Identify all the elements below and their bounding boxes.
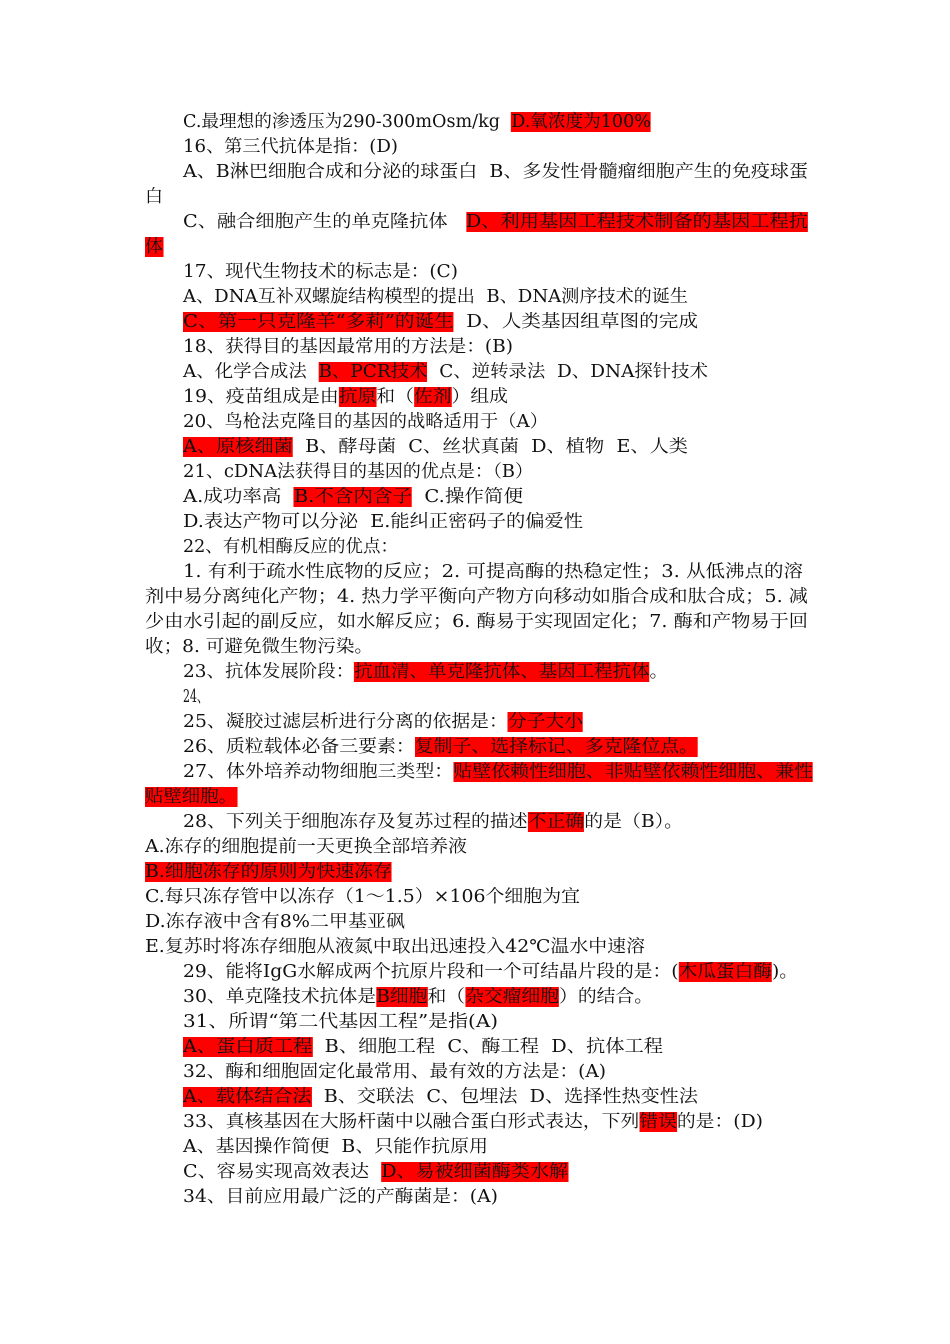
text-line: [145, 235, 163, 259]
text-line: [183, 1160, 568, 1184]
text-line: [183, 985, 653, 1009]
highlighted-answer: 分子大小: [507, 712, 583, 732]
text-line: [183, 335, 513, 359]
text-line: [183, 385, 508, 409]
text-line: [183, 535, 398, 559]
text-segment: ）组成: [451, 387, 508, 407]
text-segment: 20、鸟枪法克隆目的基因的战略适用于（A）: [183, 412, 548, 432]
text-segment: B、细胞工程 C、酶工程 D、抗体工程: [312, 1037, 663, 1057]
highlighted-answer: D、易被细菌酶类水解: [381, 1162, 568, 1182]
text-line: [145, 910, 405, 934]
highlighted-answer: A、蛋白质工程: [183, 1037, 313, 1057]
text-segment: 16、第三代抗体是指：(D): [183, 137, 398, 157]
text-line: [183, 410, 548, 434]
text-segment: A、基因操作简便 B、只能作抗原用: [183, 1137, 488, 1157]
text-line: [183, 1185, 498, 1209]
text-segment: 22、有机相酶反应的优点：: [183, 537, 398, 557]
highlighted-answer: 贴壁依赖性细胞、非贴壁依赖性细胞、兼性: [453, 762, 813, 782]
text-line: [183, 260, 458, 284]
highlighted-answer: 错误: [639, 1112, 677, 1132]
text-segment: 27、体外培养动物细胞三类型：: [183, 762, 454, 782]
text-line: [145, 610, 808, 634]
highlighted-answer: D、利用基因工程技术制备的基因工程抗: [465, 212, 809, 232]
text-line: [145, 185, 163, 209]
text-line: [183, 160, 808, 184]
text-line: [183, 685, 223, 709]
highlighted-answer: 体: [145, 237, 163, 257]
text-line: [145, 935, 645, 959]
text-segment: 25、凝胶过滤层析进行分离的依据是：: [183, 712, 508, 732]
text-line: [183, 660, 668, 684]
text-segment: A、化学合成法: [183, 362, 319, 382]
text-segment: 少由水引起的副反应，如水解反应；6. 酶易于实现固定化；7. 酶和产物易于回: [145, 612, 808, 632]
text-line: [183, 460, 533, 484]
text-segment: A.冻存的细胞提前一天更换全部培养液: [145, 837, 467, 857]
text-segment: B、交联法 C、包埋法 D、选择性热变性法: [311, 1087, 698, 1107]
text-line: [183, 735, 698, 759]
text-line: [183, 485, 523, 509]
highlighted-answer: 复制子、选择标记、多克隆位点。: [414, 737, 698, 757]
text-segment: 和（: [427, 987, 466, 1007]
highlighted-answer: 木瓜蛋白酶: [678, 962, 773, 982]
text-segment: 34、目前应用最广泛的产酶菌是：(A): [183, 1187, 498, 1207]
text-segment: ）的结合。: [559, 987, 653, 1007]
text-line: [183, 1060, 606, 1084]
text-line: [145, 785, 237, 809]
text-segment: 18、获得目的基因最常用的方法是：(B): [183, 337, 513, 357]
text-segment: A、B淋巴细胞合成和分泌的球蛋白 B、多发性骨髓瘤细胞产生的免疫球蛋: [183, 162, 808, 182]
highlighted-answer: 佐剂: [413, 387, 452, 407]
text-line: [183, 960, 798, 984]
text-segment: 23、抗体发展阶段：: [183, 662, 355, 682]
text-line: [145, 860, 392, 884]
text-segment: C.最理想的渗透压为290-300mOsm/kg: [183, 112, 512, 132]
text-line: [145, 585, 808, 609]
text-segment: E.复苏时将冻存细胞从液氮中取出迅速投入42℃温水中速溶: [145, 937, 645, 957]
text-line: [183, 810, 683, 834]
text-line: [183, 510, 583, 534]
text-segment: 26、质粒载体必备三要素：: [183, 737, 415, 757]
text-line: [183, 1110, 763, 1134]
text-segment: 21、cDNA法获得目的基因的优点是：（B）: [183, 462, 533, 482]
highlighted-answer: A、载体结合法: [183, 1087, 312, 1107]
text-line: [183, 760, 813, 784]
text-segment: 19、疫苗组成是由: [183, 387, 339, 407]
text-line: [183, 1010, 498, 1034]
text-line: [183, 360, 708, 384]
text-segment: 的是（B）。: [584, 812, 683, 832]
text-segment: 30、单克隆技术抗体是: [183, 987, 377, 1007]
text-segment: 。: [649, 662, 668, 682]
highlighted-answer: C、第一只克隆羊“多莉”的诞生: [183, 312, 454, 332]
text-segment: 的是：(D): [676, 1112, 763, 1132]
text-line: [183, 135, 398, 159]
highlighted-answer: A、原核细菌: [183, 437, 293, 457]
text-segment: C.每只冻存管中以冻存（1～1.5）×106个细胞为宜: [145, 887, 580, 907]
highlighted-answer: 贴壁细胞。: [145, 787, 237, 807]
text-segment: C、逆转录法 D、DNA探针技术: [427, 362, 708, 382]
highlighted-answer: 杂交瘤细胞: [465, 987, 560, 1007]
text-segment: 29、能将IgG水解成两个抗原片段和一个可结晶片段的是：(: [183, 962, 679, 982]
text-segment: 收；8. 可避免微生物污染。: [145, 637, 373, 657]
text-segment: C、容易实现高效表达: [183, 1162, 382, 1182]
highlighted-answer: B细胞: [376, 987, 428, 1007]
text-segment: 32、酶和细胞固定化最常用、最有效的方法是：(A): [183, 1062, 606, 1082]
highlighted-answer: D.氧浓度为100%: [511, 112, 651, 132]
text-line: [145, 885, 580, 909]
text-segment: 24、: [183, 687, 208, 707]
text-segment: 1. 有利于疏水性底物的反应；2. 可提高酶的热稳定性；3. 从低沸点的溶: [183, 562, 803, 582]
text-segment: D.表达产物可以分泌 E.能纠正密码子的偏爱性: [183, 512, 583, 532]
text-segment: C.操作简便: [412, 487, 523, 507]
text-line: [183, 560, 803, 584]
text-line: [145, 635, 373, 659]
text-segment: A.成功率高: [183, 487, 294, 507]
text-segment: A、DNA互补双螺旋结构模型的提出 B、DNA测序技术的诞生: [183, 287, 688, 307]
highlighted-answer: B.不含内含子: [293, 487, 413, 507]
text-segment: )。: [772, 962, 798, 982]
text-line: [145, 835, 467, 859]
text-line: [183, 710, 583, 734]
text-segment: 33、真核基因在大肠杆菌中以融合蛋白形式表达，下列: [183, 1112, 640, 1132]
text-segment: C、融合细胞产生的单克隆抗体: [183, 212, 466, 232]
highlighted-answer: B.细胞冻存的原则为快速冻存: [145, 862, 392, 882]
text-segment: 31、所谓“第二代基因工程”是指(A): [183, 1012, 498, 1032]
highlighted-answer: 不正确: [527, 812, 585, 832]
text-segment: D.冻存液中含有8%二甲基亚砜: [145, 912, 405, 932]
highlighted-answer: B、PCR技术: [318, 362, 428, 382]
text-line: [183, 310, 698, 334]
text-line: [183, 1135, 488, 1159]
text-segment: 17、现代生物技术的标志是：(C): [183, 262, 458, 282]
text-segment: 28、下列关于细胞冻存及复苏过程的描述: [183, 812, 528, 832]
text-segment: 和（: [376, 387, 414, 407]
text-line: [183, 110, 651, 134]
highlighted-answer: 抗血清、单克隆抗体、基因工程抗体: [354, 662, 650, 682]
text-segment: D、人类基因组草图的完成: [453, 312, 698, 332]
text-segment: 白: [145, 187, 163, 207]
text-line: [183, 1035, 663, 1059]
text-line: [183, 435, 688, 459]
text-line: [183, 210, 809, 234]
text-line: [183, 285, 688, 309]
text-segment: B、酵母菌 C、丝状真菌 D、植物 E、人类: [292, 437, 688, 457]
text-line: [183, 1085, 698, 1109]
text-segment: 剂中易分离纯化产物；4. 热力学平衡向产物方向移动如脂合成和肽合成；5. 减: [145, 587, 808, 607]
highlighted-answer: 抗原: [338, 387, 377, 407]
